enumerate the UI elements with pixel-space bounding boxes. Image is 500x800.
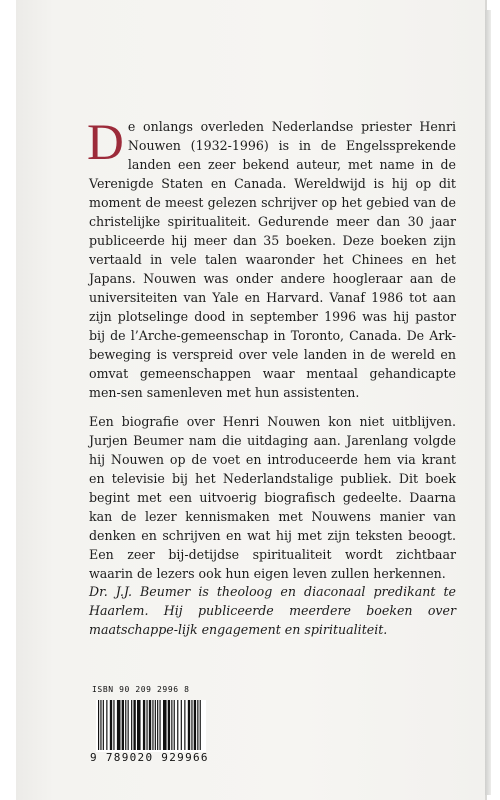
barcode-bar (125, 700, 126, 750)
barcode-bar (146, 700, 147, 750)
author-note: Dr. J.J. Beumer is theoloog en diaconaal predikant te Haarlem. Hij publiceerde meerdere boeken over maatschappe-lijk engagement en spiritualiteit. (89, 584, 456, 637)
barcode-bar (197, 700, 198, 750)
barcode (96, 700, 206, 752)
barcode-digits: 9 789020 929966 (90, 751, 209, 764)
barcode-bar (174, 700, 175, 750)
barcode-bar (143, 700, 145, 750)
barcode-bar (131, 700, 132, 750)
barcode-bar (106, 700, 107, 750)
barcode-bar (122, 700, 124, 750)
barcode-bar (181, 700, 182, 750)
intro-paragraph (89, 117, 456, 402)
intro-paragraph-text: e onlangs overleden Nederlandse priester Henri Nouwen (1932-1996) is in de Engelssprekende landen een zeer bekend auteur, met name in de Verenigde Staten en Canada. Wereldwijd is hij op dit moment de meest gelezen schrijver op het gebied van de christelijke spiritualiteit. Gedurende meer dan 30 jaar publiceerde hij meer dan 35 boeken. Deze boeken zijn vertaald in vele talen waaronder het Chinees en het Japans. Nouwen was onder andere hoogleraar aan de universiteiten van Yale en Harvard. Vanaf 1986 tot aan zijn plotselinge dood in september 1996 was hij pastor bij de l’Arche-gemeenschap in Toronto, Canada. De Ark-beweging is verspreid over vele landen in de wereld en omvat gemeenschappen waar mentaal gehandicapte men-sen samenleven met hun assistenten. (89, 119, 456, 400)
barcode-bar (152, 700, 153, 750)
barcode-bar (171, 700, 172, 750)
barcode-bar (194, 700, 196, 750)
barcode-bar (117, 700, 121, 750)
isbn-label: ISBN 90 209 2996 8 (92, 685, 190, 694)
barcode-bar (191, 700, 192, 750)
barcode-bar (188, 700, 190, 750)
barcode-bar (163, 700, 167, 750)
barcode-bar (184, 700, 185, 750)
barcode-bar (98, 700, 99, 750)
barcode-bar (128, 700, 129, 750)
barcode-bar (137, 700, 141, 750)
barcode-bar (177, 700, 178, 750)
biography-paragraph: Een biografie over Henri Nouwen kon niet uitblijven. Jurjen Beumer nam die uitdaging aan. Jarenlang volgde hij Nouwen op de voet en introduceerde hem via krant en televisie bij het Nederlandstalige publiek. Dit boek begint met een uitvoerig biografisch gedeelte. Daarna kan de lezer kennismaken met Nouwens manier van denken en schrijven en wat hij met zijn teksten beoogt. Een zeer bij-detijdse spiritualiteit wordt zichtbaar waarin de lezers ook hun eigen leven zullen herkennen. (89, 414, 456, 581)
barcode-bar (110, 700, 112, 750)
barcode-bar (113, 700, 114, 750)
barcode-bar (157, 700, 158, 750)
barcode-bar (149, 700, 151, 750)
barcode-bar (168, 700, 170, 750)
drop-cap: D (87, 115, 124, 171)
barcode-bar (155, 700, 156, 750)
barcode-bar (133, 700, 135, 750)
cover-edge-shadow (485, 10, 491, 795)
barcode-bar (100, 700, 101, 750)
barcode-bar (200, 700, 201, 750)
barcode-bar (159, 700, 160, 750)
barcode-bar (103, 700, 104, 750)
